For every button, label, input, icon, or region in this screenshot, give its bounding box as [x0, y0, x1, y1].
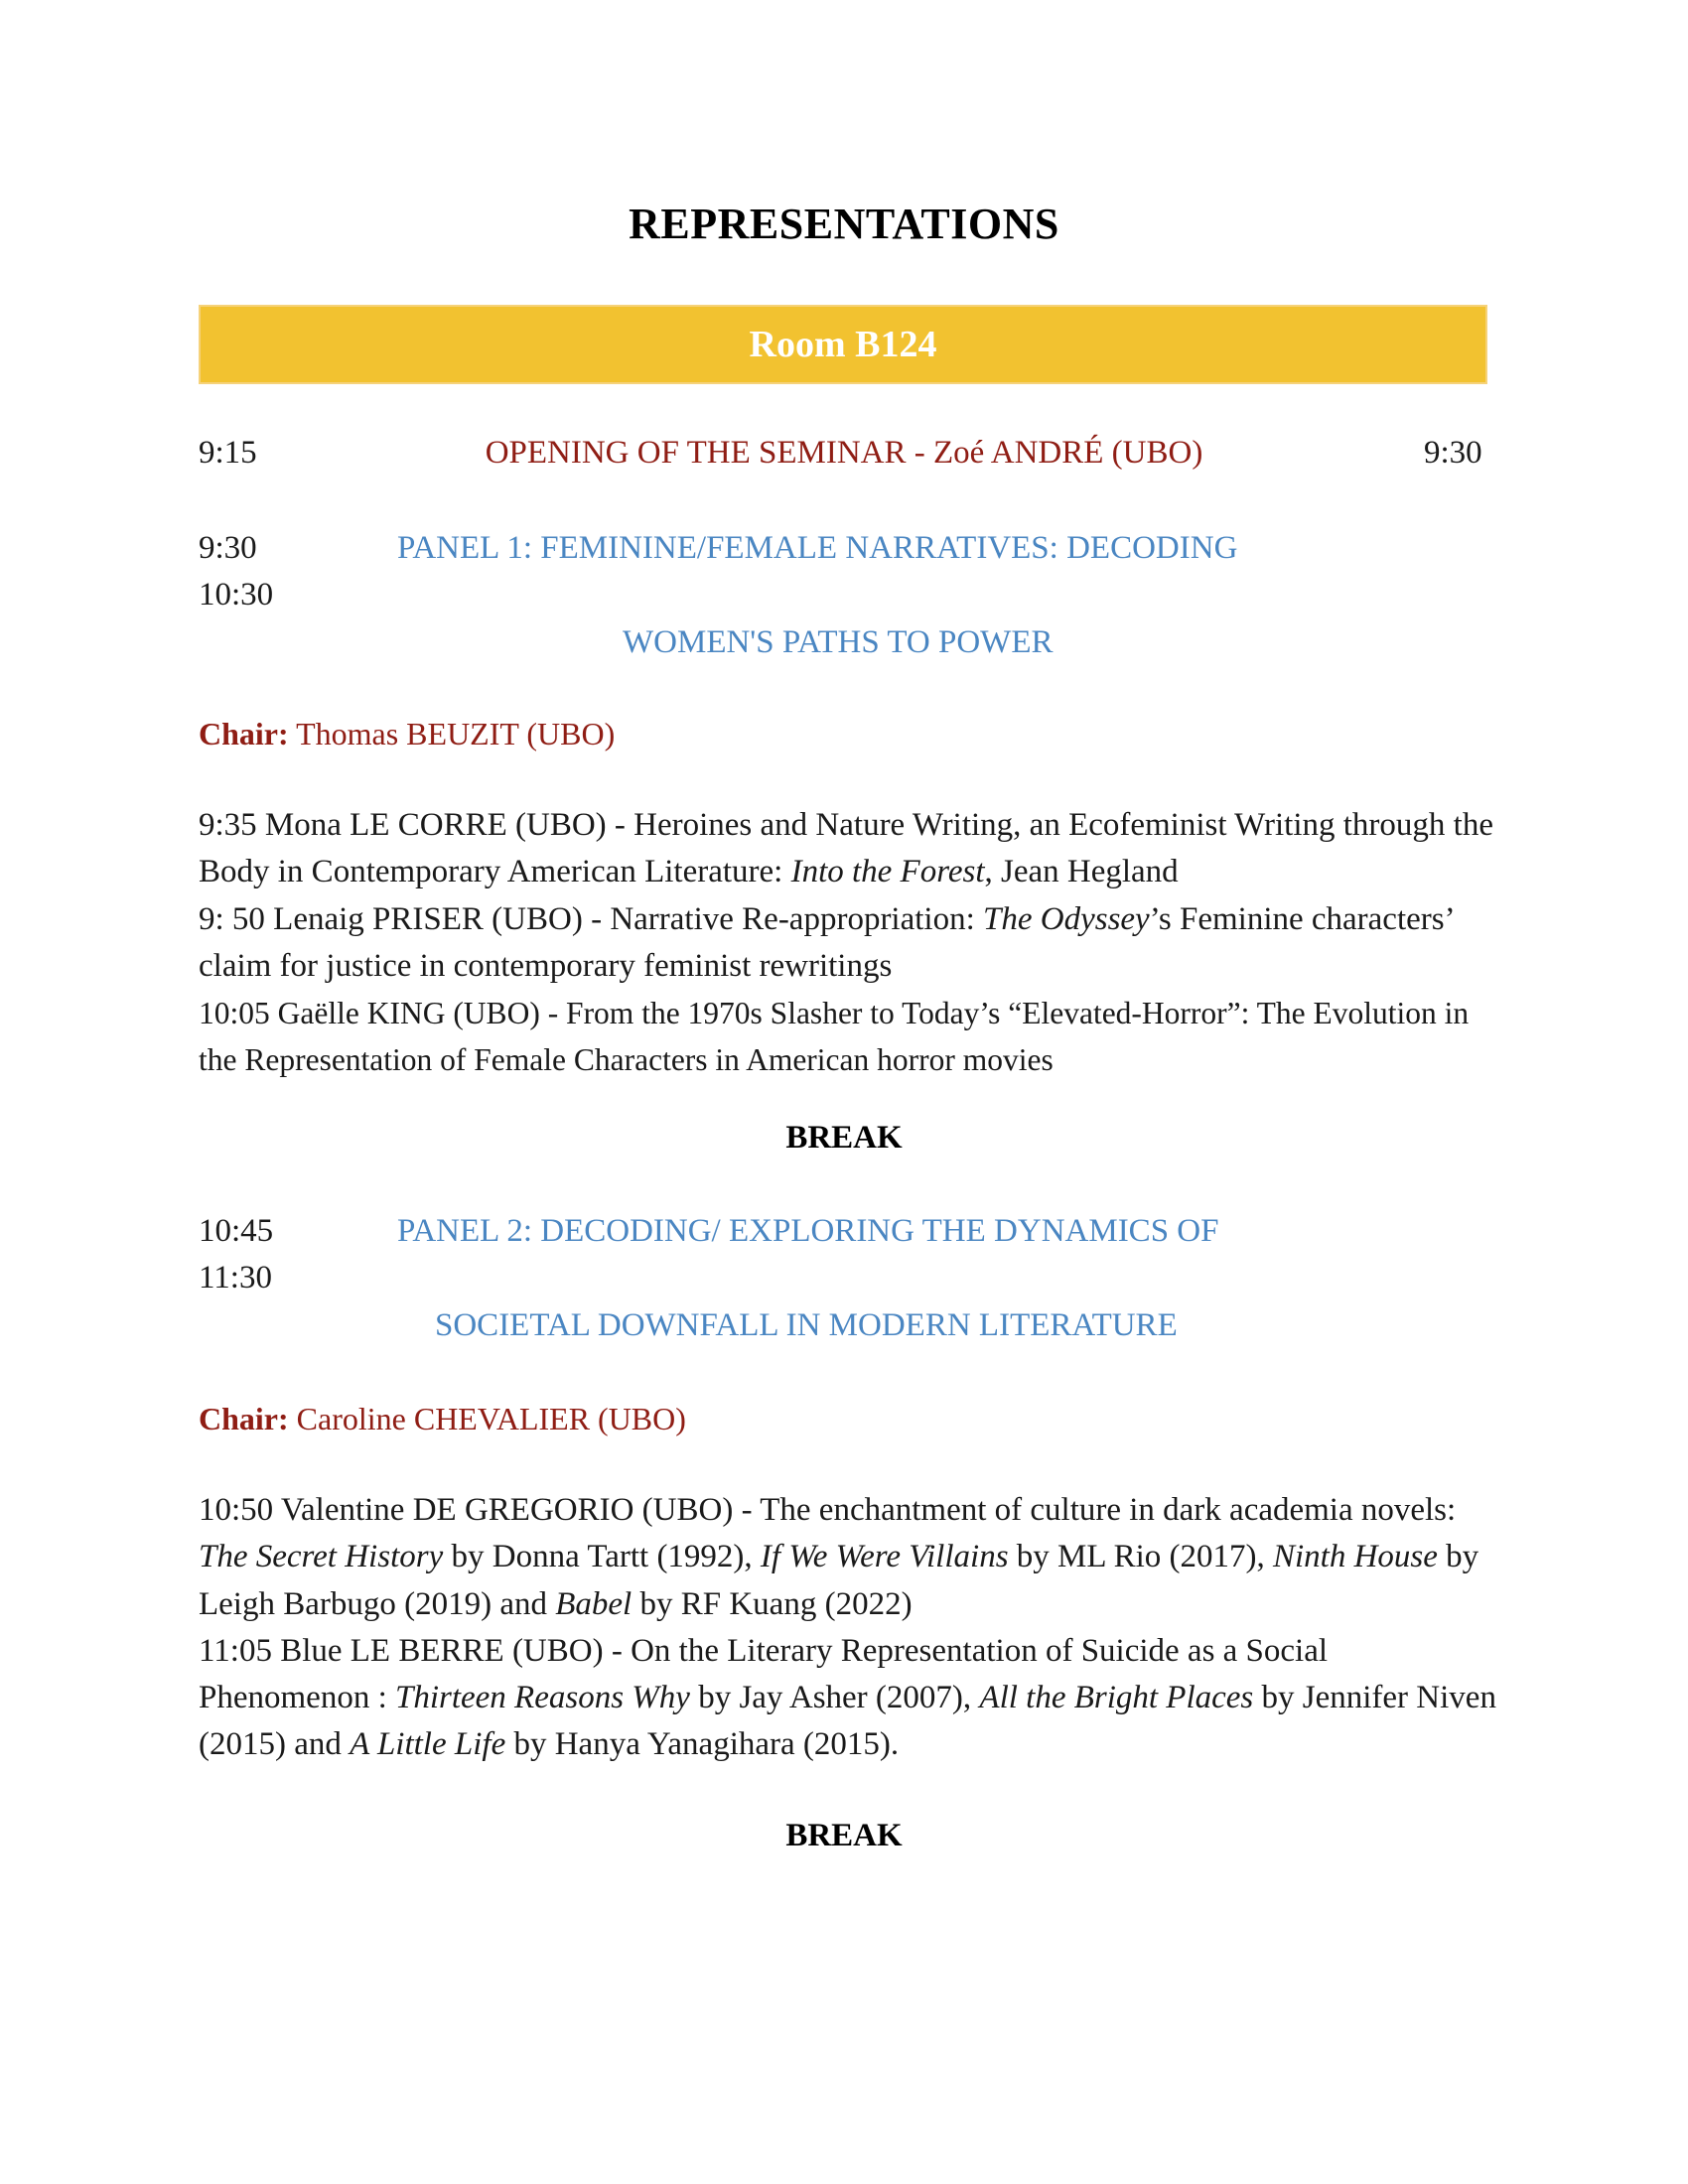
- talk-item: [199, 990, 1499, 1084]
- talk-text: by ML Rio (2017),: [1008, 1539, 1273, 1575]
- work-title: The Secret History: [199, 1539, 444, 1575]
- talk-text: - The enchantment of culture in dark academia novels:: [733, 1492, 1457, 1528]
- panel-1-title-line-1: PANEL 1: FEMININE/FEMALE NARRATIVES: DECODING: [397, 530, 1238, 566]
- panel-2-title-line-1: PANEL 2: DECODING/ EXPLORING THE DYNAMICS OF: [397, 1213, 1219, 1249]
- talk-text: - Narrative Re-appropriation:: [582, 900, 983, 937]
- break-label: BREAK: [785, 1818, 903, 1853]
- panel-1-start-time: 9:30: [199, 530, 257, 566]
- talk-text: by Hanya Yanagihara (2015).: [505, 1726, 900, 1763]
- work-title: Into the Forest: [790, 854, 985, 890]
- talk-text: ’s Feminine characters’ claim for justice in contemporary feminist rewritings: [199, 900, 1454, 984]
- chair-label: Chair:: [199, 716, 289, 751]
- work-title: A Little Life: [350, 1726, 506, 1763]
- talk-text: by Leigh Barbugo (2019) and: [199, 1539, 1479, 1622]
- opening-start-time: 9:15: [199, 435, 257, 471]
- panel-1-talks: [199, 802, 1499, 1084]
- chair-name: Caroline CHEVALIER (UBO): [296, 1401, 686, 1436]
- talk-time: 9:35: [199, 807, 257, 843]
- panel-2-talks: [199, 1487, 1499, 1769]
- talk-item: [199, 1628, 1499, 1769]
- talk-item: [199, 802, 1499, 896]
- work-title: The Odyssey: [983, 900, 1150, 937]
- talk-speaker: Valentine DE GREGORIO (UBO): [280, 1492, 734, 1528]
- opening-end-time: 9:30: [1424, 435, 1482, 471]
- panel-2-title-line-2: SOCIETAL DOWNFALL IN MODERN LITERATURE: [435, 1307, 1178, 1343]
- work-title: All the Bright Places: [979, 1680, 1254, 1716]
- talk-speaker: Mona LE CORRE (UBO): [264, 807, 607, 843]
- panel-2-end-time: 11:30: [199, 1260, 272, 1296]
- talk-text: - On the Literary Representation of Suicide as a Social Phenomenon :: [199, 1632, 1329, 1716]
- room-banner: [199, 305, 1487, 384]
- talk-text: by Jennifer Niven (2015) and: [199, 1680, 1496, 1763]
- talk-text: , Jean Hegland: [984, 854, 1179, 890]
- work-title: If We Were Villains: [760, 1539, 1009, 1575]
- page-title: REPRESENTATIONS: [629, 200, 1059, 248]
- talk-text: by Donna Tartt (1992),: [443, 1539, 761, 1575]
- talk-time: 10:50: [199, 1492, 274, 1528]
- talk-text: - From the 1970s Slasher to Today’s “Elevated-Horror”: The Evolution in the Representation of Female Characters in American horror movies: [199, 996, 1470, 1078]
- chair-name: Thomas BEUZIT (UBO): [296, 716, 616, 751]
- talk-speaker: Gaëlle KING (UBO): [277, 996, 540, 1031]
- talk-text: by RF Kuang (2022): [632, 1585, 913, 1622]
- work-title: Thirteen Reasons Why: [394, 1680, 690, 1716]
- panel-2-chair: [199, 1401, 686, 1437]
- talk-time: 10:05: [199, 996, 270, 1031]
- talk-text: - Heroines and Nature Writing, an Ecofeminist Writing through the Body in Contemporary American Literature:: [199, 807, 1493, 890]
- panel-1-end-time: 10:30: [199, 577, 274, 613]
- talk-item: [199, 1487, 1499, 1628]
- room-label: Room B124: [749, 324, 937, 365]
- break-label: BREAK: [785, 1120, 903, 1156]
- work-title: Ninth House: [1272, 1539, 1438, 1575]
- panel-1-title-line-2: WOMEN'S PATHS TO POWER: [623, 624, 1054, 660]
- talk-time: 11:05: [199, 1632, 272, 1669]
- panel-1-chair: [199, 716, 615, 752]
- talk-item: [199, 896, 1499, 991]
- talk-time: 9: 50: [199, 900, 265, 937]
- chair-label: Chair:: [199, 1401, 289, 1436]
- opening-label: OPENING OF THE SEMINAR - Zoé ANDRÉ (UBO): [485, 435, 1203, 471]
- talk-speaker: Blue LE BERRE (UBO): [280, 1632, 604, 1669]
- panel-2-start-time: 10:45: [199, 1213, 274, 1249]
- talk-text: by Jay Asher (2007),: [689, 1680, 980, 1716]
- work-title: Babel: [555, 1585, 633, 1622]
- talk-speaker: Lenaig PRISER (UBO): [273, 900, 583, 937]
